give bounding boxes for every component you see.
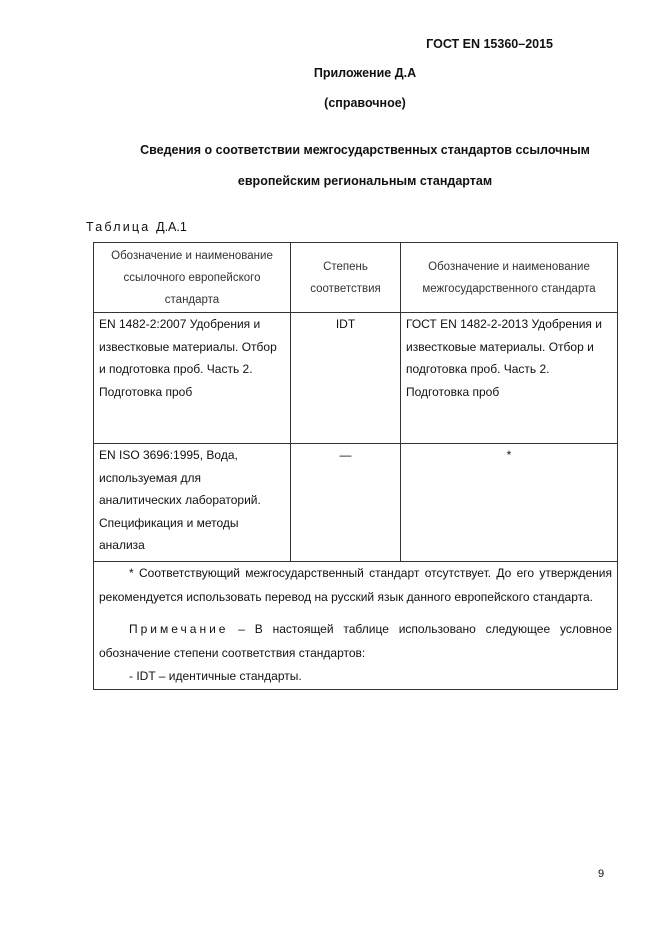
table-row xyxy=(94,313,618,444)
footnote-text: * Соответствующий межгосударственный стандарт отсутствует. До его утверждения рекомендуется использовать перевод на русский язык данного европейского стандарта. xyxy=(99,566,612,604)
appendix-subtitle: (справочное) xyxy=(324,96,406,110)
table-row xyxy=(94,444,618,562)
cell-interstate-standard: * xyxy=(401,444,618,562)
cell-degree: — xyxy=(291,444,401,562)
table-caption-number: Д.А.1 xyxy=(156,220,187,234)
table-footnote-row xyxy=(94,562,618,690)
cell-reference-standard: EN 1482-2:2007 Удобрения и известковые материалы. Отбор и подготовка проб. Часть 2. Подготовка проб xyxy=(94,313,291,444)
header-cell-interstate: Обозначение и наименование межгосударственного стандарта xyxy=(401,243,618,313)
section-heading-line2: европейским региональным стандартам xyxy=(237,174,493,188)
cell-interstate-standard: ГОСТ EN 1482-2-2013 Удобрения и известковые материалы. Отбор и подготовка проб. Часть 2. Подготовка проб xyxy=(401,313,618,444)
note-text: – В настоящей таблице использовано следующее условное обозначение степени соответствия стандартов: xyxy=(99,622,612,660)
cell-degree: IDT xyxy=(291,313,401,444)
appendix-title: Приложение Д.А xyxy=(313,66,417,80)
header-cell-reference: Обозначение и наименование ссылочного европейского стандарта xyxy=(94,243,291,313)
section-heading-line1: Сведения о соответствии межгосударственных стандартов ссылочным xyxy=(140,143,590,157)
document-code: ГОСТ EN 15360–2015 xyxy=(426,37,553,51)
standards-table xyxy=(93,242,618,690)
table-caption xyxy=(86,220,187,234)
table-header-row xyxy=(94,243,618,313)
note-list-item: - IDT – идентичные стандарты. xyxy=(129,669,302,683)
footnote-cell xyxy=(94,562,618,690)
table-caption-word: Таблица xyxy=(86,220,151,234)
page-number: 9 xyxy=(598,868,605,880)
cell-reference-standard: EN ISO 3696:1995, Вода, используемая для аналитических лабораторий. Спецификация и методы анализа xyxy=(94,444,291,562)
header-cell-degree: Степень соответствия xyxy=(291,243,401,313)
note-paragraph xyxy=(99,618,612,665)
note-label: Примечание xyxy=(129,622,229,636)
